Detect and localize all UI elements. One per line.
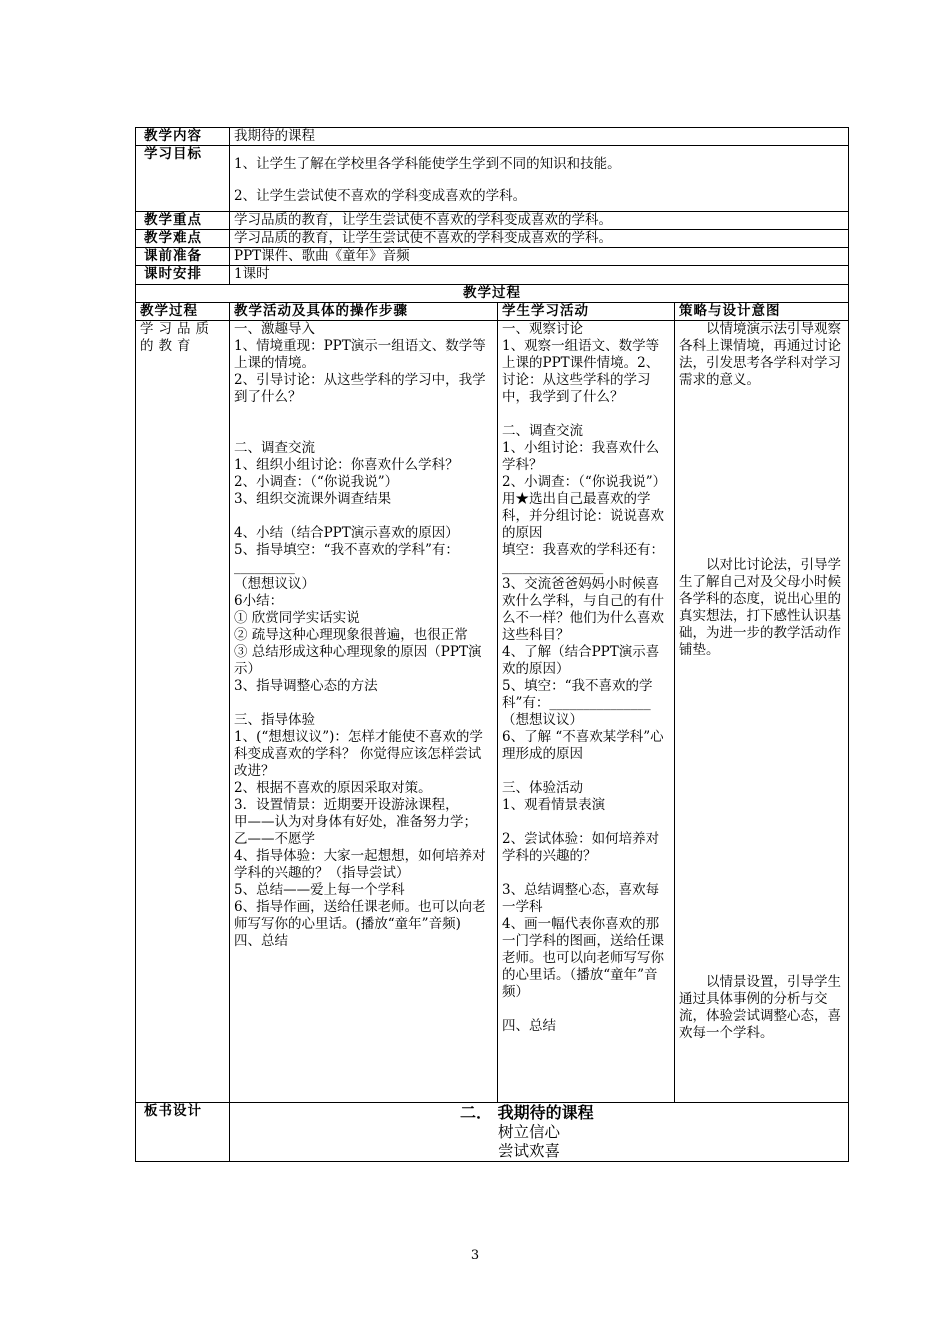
student-line: 1、观察一组语文、数学等上课的PPT课件情境。2、讨论：从这些学科的学习中，我学到了什么？ (502, 338, 660, 405)
teacher-line: 甲——认为对身体有好处，准备努力学； (234, 814, 477, 830)
teacher-line: 1、(“想想议议”)：怎样才能使不喜欢的学科变成喜欢的学科？ 你觉得应该怎样尝试改进？ (234, 729, 483, 779)
student-line: 5、填空：“我不喜欢的学科”有：_______________（想想议议） (502, 678, 653, 728)
student-line (502, 865, 670, 882)
teacher-line: 3．设置情景：近期要开设游泳课程， (234, 797, 459, 813)
teacher-line: ② 疏导这种心理现象很普遍，也很正常 (234, 627, 468, 643)
teacher-line (234, 508, 493, 525)
difficulty-value: 学习品质的教育，让学生尝试使不喜欢的学科变成喜欢的学科。 (230, 230, 849, 248)
keypoint-label: 教学重点 (136, 212, 230, 230)
teacher-line: 6小结： (234, 593, 284, 609)
board-line-2: 尝试欢喜 (498, 1142, 561, 1160)
stage-cell: 学习品质的教育 (136, 321, 230, 1103)
goal-line-1: 1、让学生了解在学校里各学科能使学生学到不同的知识和技能。 (234, 156, 621, 172)
col-header-student: 学生学习活动 (498, 303, 675, 321)
teacher-line (234, 695, 493, 712)
page-number: 3 (470, 1248, 480, 1263)
teacher-line: 3、组织交流课外调查结果 (234, 491, 392, 507)
student-line: 6、了解 “不喜欢某学科”心理形成的原因 (502, 729, 664, 762)
student-line: 1、观看情景表演 (502, 797, 606, 813)
teacher-line (234, 423, 493, 440)
student-line: 3、交流爸爸妈妈小时候喜欢什么学科，与自己的有什么不一样？他们为什么喜欢这些科目？ (502, 576, 664, 643)
student-line (502, 814, 670, 831)
student-activities (498, 321, 675, 1103)
student-line (502, 763, 670, 780)
student-line: 一、观察讨论 (502, 321, 583, 337)
teacher-line: 4、小结（结合PPT演示喜欢的原因） (234, 525, 459, 541)
col-header-teacher: 教学活动及具体的操作步骤 (230, 303, 498, 321)
student-line: 3、总结调整心态，喜欢每一学科 (502, 882, 660, 915)
board-line-1: 树立信心 (498, 1123, 561, 1141)
student-line: 2、尝试体验：如何培养对学科的兴趣的？ (502, 831, 660, 864)
board-title: 二． 我期待的课程 (460, 1103, 594, 1122)
teacher-line: 2、根据不喜欢的原因采取对策。 (234, 780, 432, 796)
teacher-line: ③ 总结形成这种心理现象的原因（PPT演示） (234, 644, 482, 677)
goals-label: 学习目标 (136, 146, 230, 212)
schedule-value: 1课时 (230, 266, 849, 285)
strategy-3: 以情景设置，引导学生通过具体事例的分析与交流，体验尝试调整心态，喜欢每一个学科。 (679, 974, 841, 1041)
process-title: 教学过程 (136, 285, 849, 303)
teacher-line: 5、总结——爱上每一个学科 (234, 882, 405, 898)
content-value: 我期待的课程 (230, 128, 849, 146)
student-line (502, 406, 670, 423)
teacher-activities (230, 321, 498, 1103)
teacher-line: 1、情境重现：PPT演示一组语文、数学等上课的情境。 (234, 338, 486, 371)
col-header-stage: 教学过程 (136, 303, 230, 321)
teacher-line: 6、指导作画，送给任课老师。也可以向老师写写你的心里话。(播放“童年”音频) (234, 899, 486, 932)
strategy-cell (675, 321, 849, 1103)
teacher-line (234, 406, 493, 423)
teacher-line: ① 欣赏同学实话实说 (234, 610, 360, 626)
student-line: 填空：我喜欢的学科还有：_______________ (502, 542, 664, 575)
student-line: 二、调查交流 (502, 423, 583, 439)
board-label: 板书设计 (136, 1103, 230, 1162)
preparation-label: 课前准备 (136, 248, 230, 266)
teacher-line: 一、激趣导入 (234, 321, 315, 337)
strategy-1: 以情境演示法引导观察各科上课情境，再通过讨论法，引发思考各学科对学习需求的意义。 (679, 321, 841, 388)
student-line: 1、小组讨论：我喜欢什么学科？ (502, 440, 660, 473)
strategy-2: 以对比讨论法，引导学生了解自己对及父母小时候各学科的态度，说出心里的真实想法，打下感性认识基础，为进一步的教学活动作铺垫。 (679, 557, 841, 658)
teacher-line: 2、小调查：（“你说我说”） (234, 474, 399, 490)
student-line: 三、体验活动 (502, 780, 583, 796)
board-design (230, 1103, 849, 1162)
teacher-line: 四、总结 (234, 933, 288, 949)
col-header-strategy: 策略与设计意图 (675, 303, 849, 321)
teacher-line: 2、引导讨论：从这些学科的学习中，我学到了什么？ (234, 372, 486, 405)
schedule-label: 课时安排 (136, 266, 230, 285)
preparation-value: PPT课件、歌曲《童年》音频 (230, 248, 849, 266)
goal-line-2: 2、让学生尝试使不喜欢的学科变成喜欢的学科。 (234, 188, 527, 204)
difficulty-label: 教学难点 (136, 230, 230, 248)
teacher-line: 4、指导体验：大家一起想想，如何培养对学科的兴趣的？（指导尝试） (234, 848, 486, 881)
student-line (502, 1001, 670, 1018)
teacher-line: （想想议议） (234, 576, 315, 592)
student-line: 2、小调查：（“你说我说”）用★选出自己最喜欢的学科，并分组讨论：说说喜欢的原因 (502, 474, 667, 541)
goals-value (230, 146, 849, 212)
keypoint-value: 学习品质的教育，让学生尝试使不喜欢的学科变成喜欢的学科。 (230, 212, 849, 230)
lesson-plan-table (135, 127, 848, 1159)
student-line: 4、了解（结合PPT演示喜欢的原因） (502, 644, 660, 677)
teacher-line: 5、指导填空：“我不喜欢的学科”有：_________ (234, 542, 459, 575)
teacher-line: 二、调查交流 (234, 440, 315, 456)
teacher-line: 乙——不愿学 (234, 831, 315, 847)
student-line: 四、总结 (502, 1018, 556, 1034)
teacher-line: 1、组织小组讨论：你喜欢什么学科？ (234, 457, 459, 473)
teacher-line: 三、指导体验 (234, 712, 315, 728)
teacher-line: 3、指导调整心态的方法 (234, 678, 378, 694)
content-label: 教学内容 (136, 128, 230, 146)
student-line: 4、画一幅代表你喜欢的那一门学科的图画，送给任课老师。也可以向老师写写你的心里话。（播放“童年”音频） (502, 916, 664, 1000)
